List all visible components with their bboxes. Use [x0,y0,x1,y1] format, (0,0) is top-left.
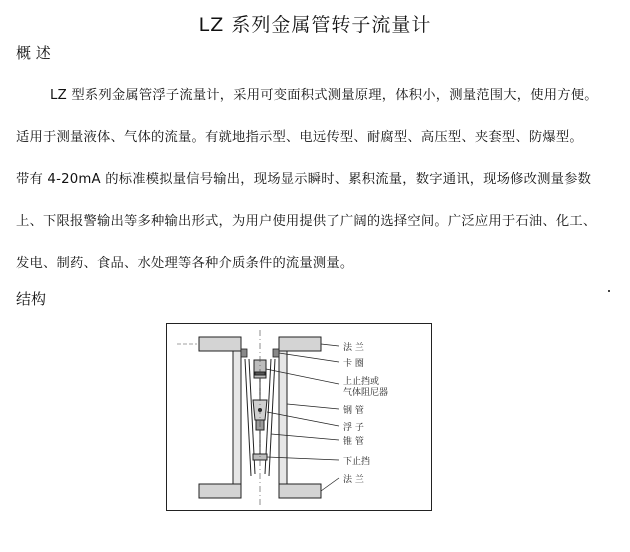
paragraph-line-1: LZ 型系列金属管浮子流量计，采用可变面积式测量原理，体积小，测量范围大，使用方便。 [50,88,598,103]
structure-diagram [166,323,432,511]
label-upper-stop-2: 气体阻尼器 [343,388,389,398]
paragraph-line-5: 发电、制药、食品、水处理等各种介质条件的流量测量。 [16,256,354,271]
stray-dot [608,290,610,292]
label-flange-bottom: 法 兰 [343,475,364,485]
structure-heading: 结构 [16,290,47,308]
overview-heading: 概 述 [16,44,51,62]
paragraph-line-2: 适用于测量液体、气体的流量。有就地指示型、电远传型、耐腐型、高压型、夹套型、防爆型。 [16,130,583,145]
label-clamp-ring: 卡 圈 [343,359,364,369]
paragraph-line-3: 带有 4-20mA 的标准模拟量信号输出，现场显示瞬时、累积流量，数字通讯，现场修改测量参数 [16,172,592,187]
paragraph-line-4: 上、下限报警输出等多种输出形式，为用户使用提供了广阔的选择空间。广泛应用于石油、化工、 [16,214,597,229]
leader-lines [266,344,339,491]
label-cone-tube: 锥 管 [343,437,364,447]
label-steel-tube: 钢 管 [343,406,364,416]
label-flange-top: 法 兰 [343,343,364,353]
label-lower-stop: 下止挡 [343,457,371,467]
label-upper-stop-1: 上止挡或 [343,377,380,387]
label-float: 浮 子 [343,423,364,433]
page-title: LZ 系列金属管转子流量计 [198,14,432,36]
